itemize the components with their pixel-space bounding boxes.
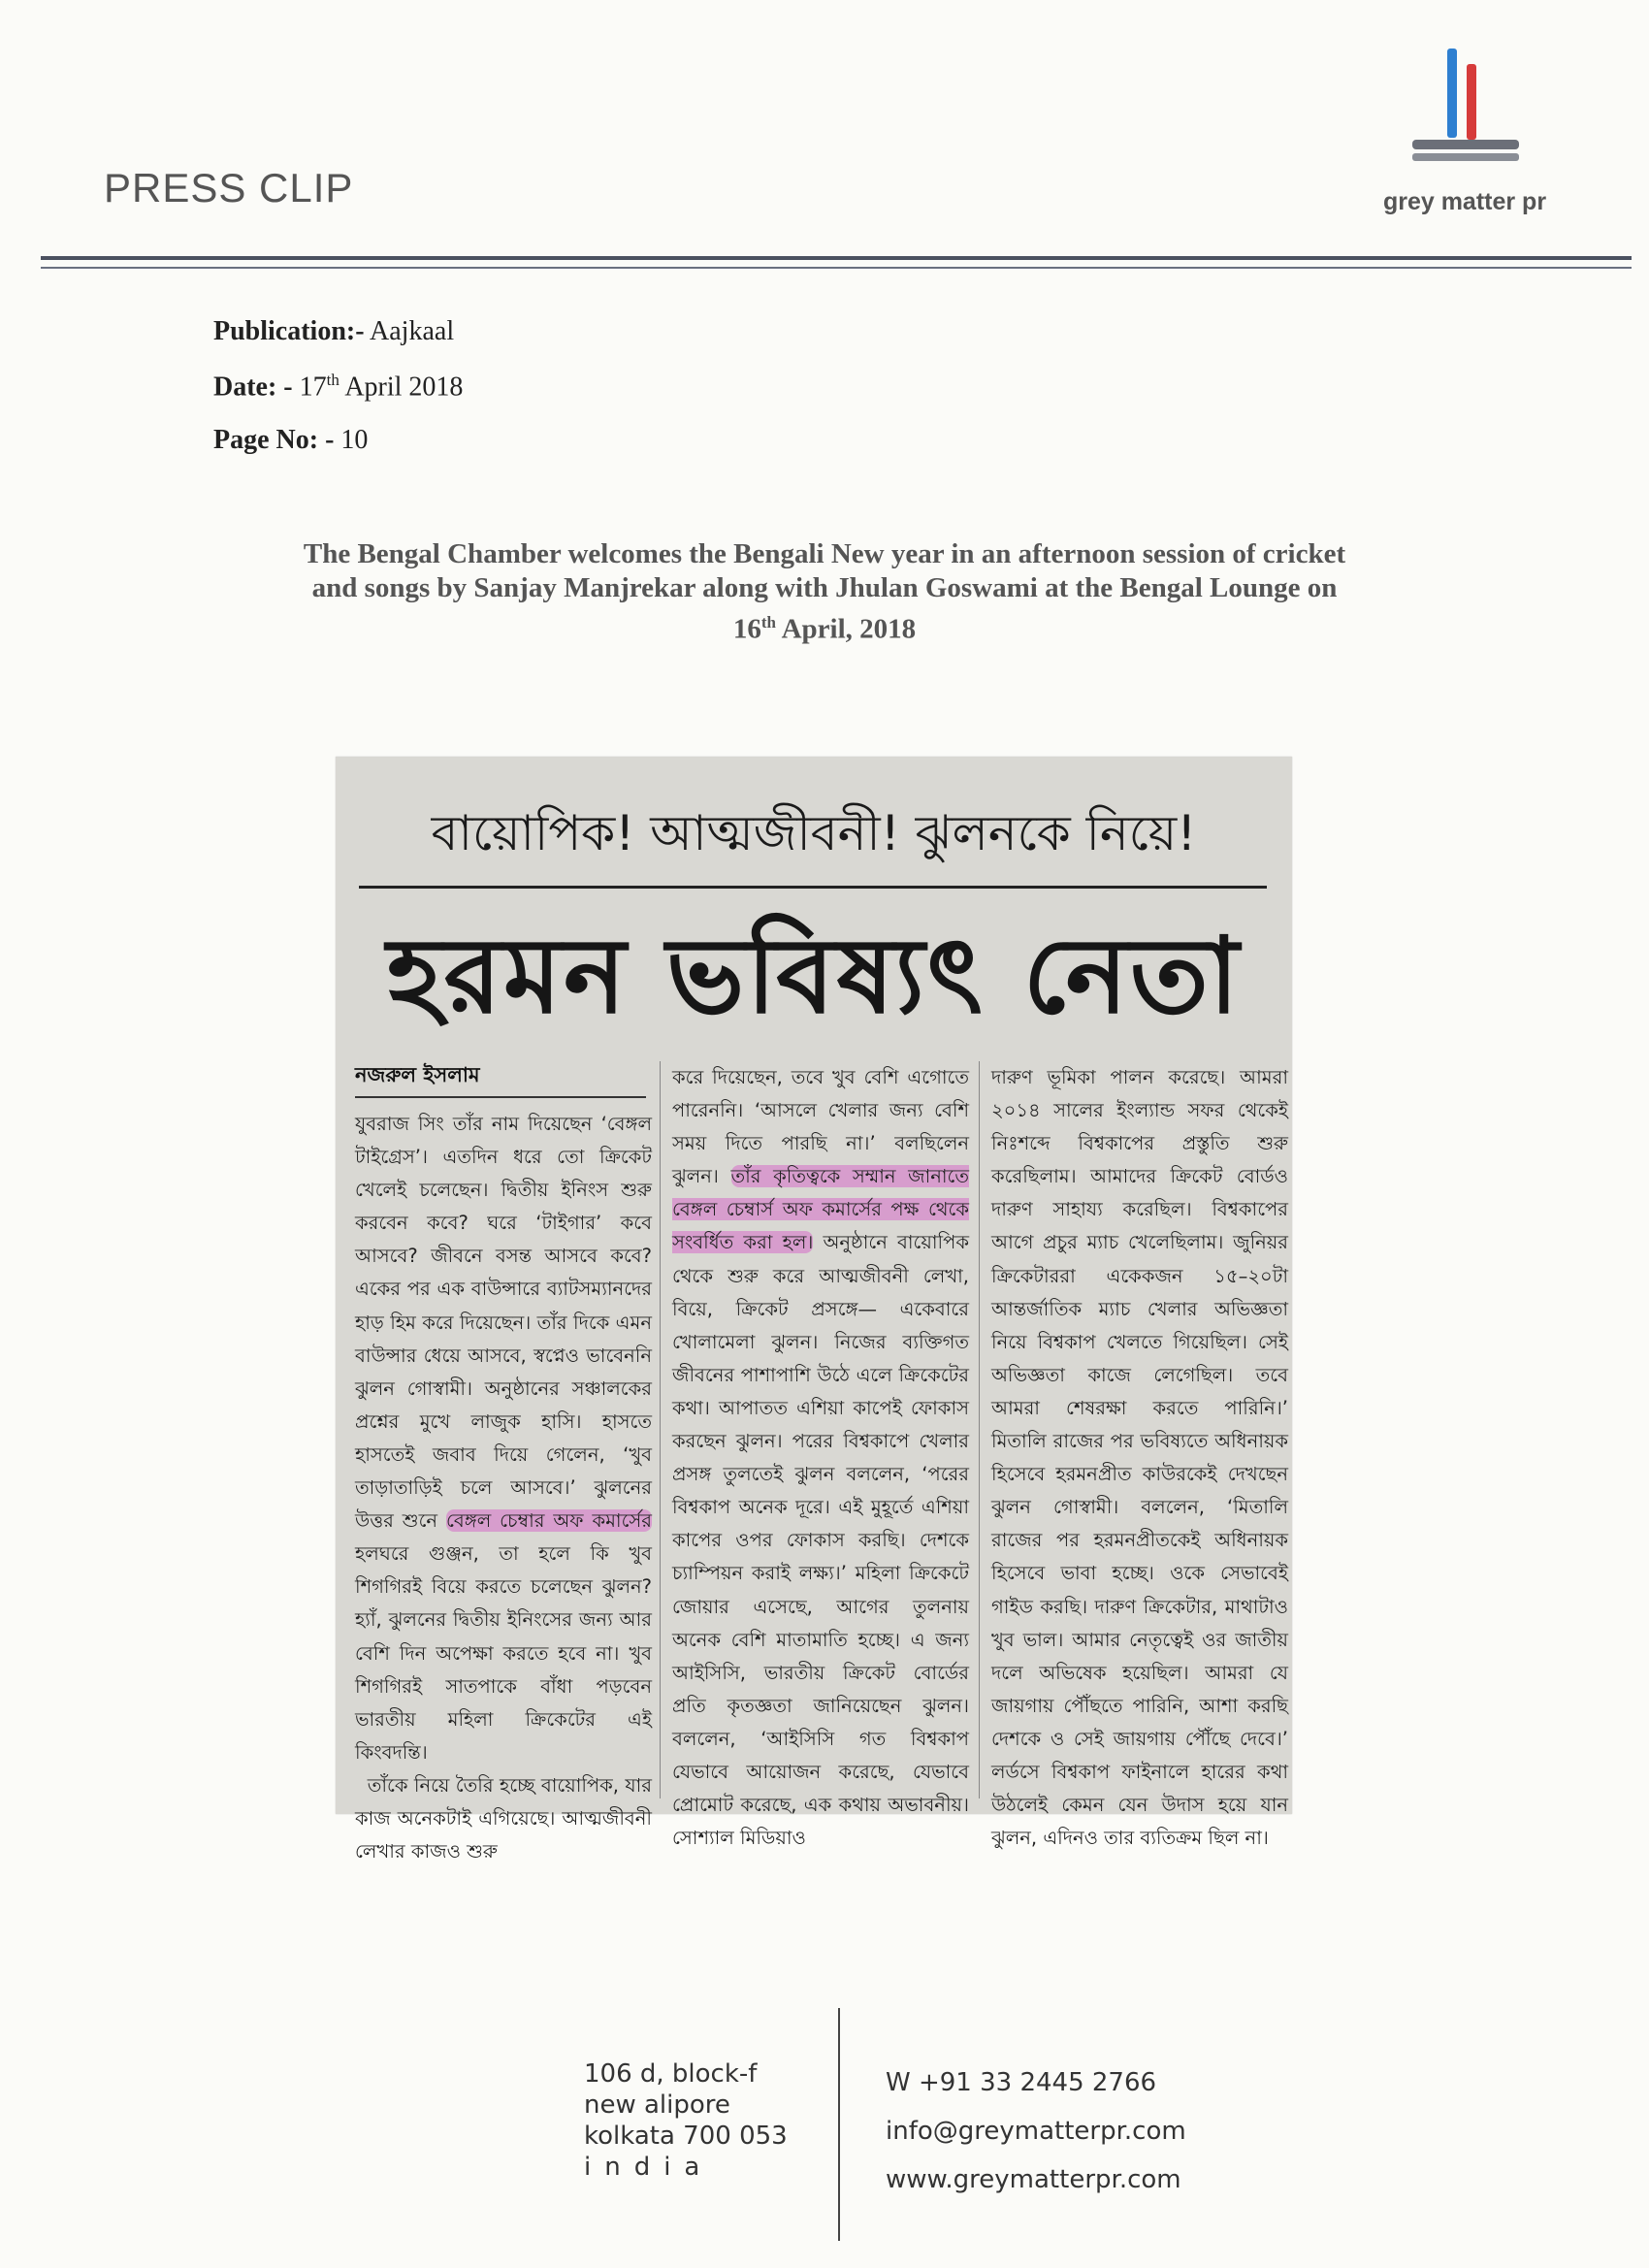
- footer-divider: [838, 2008, 840, 2241]
- caption-date-rest: April, 2018: [781, 613, 917, 645]
- date-suffix: th: [326, 371, 340, 389]
- publication-label: Publication:-: [213, 316, 365, 346]
- article-column-1: [355, 1108, 652, 1868]
- highlighted-text: বেঙ্গল চেম্বার অফ কমার্সের: [446, 1509, 653, 1533]
- date-label: Date: -: [213, 372, 293, 403]
- article-headline: হরমন ভবিষ্যৎ নেতা: [386, 916, 1242, 1037]
- column-text: দারুণ ভূমিকা পালন করেছে। আমরা ২০১৪ সালের ইংল্যান্ড সফর থেকেই নিঃশব্দে বিশ্বকাপের প্রস্তুতি শুরু করেছিলাম। আমাদের ক্রিকেট বোর্ডও দারুণ সাহায্য করেছিল। বিশ্বকাপের আগে প্রচুর ম্যাচ খেলেছিলাম। জুনিয়র ক্রিকেটাররা একেকজন ১৫–২০টা আন্তর্জাতিক ম্যাচ খেলার অভিজ্ঞতা নিয়ে বিশ্বকাপ খেলতে গিয়েছিল। সেই অভিজ্ঞতা কাজে লেগেছিল। তবে আমরা শেষরক্ষা করতে পারিনি।’ মিতালি রাজের পর ভবিষ্যতে অধিনায়ক হিসেবে হরমনপ্রীত কাউরকেই দেখছেন ঝুলন গোস্বামী। বললেন, ‘মিতালি রাজের পর হরমনপ্রীতকেই অধিনায়ক হিসেবে ভাবা হচ্ছে। ওকে সেভাবেই গাইড করছি। দারুণ ক্রিকেটার, মাথাটাও খুব ভাল। আমার নেতৃত্বেই ওর জাতীয় দলে অভিষেক হয়েছিল। আমরা যে জায়গায় পৌঁছতে পারিনি, আশা করছি দেশকে ও সেই জায়গায় পৌঁছে দেবে।’ লর্ডসে বিশ্বকাপ ফাইনালে হারের কথা উঠলেই কেমন যেন উদাস হয়ে যান ঝুলন, এদিনও তার ব্যতিক্রম ছিল না।: [991, 1066, 1288, 1850]
- article-column-3: [991, 1061, 1288, 1855]
- website-link[interactable]: www.greymatterpr.com: [886, 2165, 1181, 2194]
- column-text: যুবরাজ সিং তাঁর নাম দিয়েছেন ‘বেঙ্গল টাইগ্রেস’। এতদিন ধরে তো ক্রিকেট খেলেই চলেছেন। দ্বিতীয় ইনিংস শুরু করবেন কবে? ঘরে ‘টাইগার’ কবে আসবে? জীবনে বসন্ত আসবে কবে? একের পর এক বাউন্সারে ব্যাটসম্যানদের হাড় হিম করে দিয়েছেন। তাঁর দিকে এমন বাউন্সার ধেয়ে আসবে, স্বপ্নেও ভাবেননি ঝুলন গোস্বামী। অনুষ্ঠানের সঞ্চালকের প্রশ্নের মুখে লাজুক হাসি। হাসতে হাসতেই জবাব দিয়ে গেলেন, ‘খুব তাড়াতাড়িই চলে আসবে।’ ঝুলনের উত্তর শুনে: [355, 1113, 652, 1533]
- page-label: Page No: -: [213, 425, 335, 455]
- footer-address: [584, 2058, 807, 2183]
- caption-day: 16: [732, 613, 761, 645]
- date-day: 17: [299, 372, 327, 403]
- address-line: new alipore: [584, 2090, 730, 2120]
- header-divider: [41, 256, 1632, 260]
- phone-number: W +91 33 2445 2766: [886, 2068, 1157, 2097]
- press-clip-title: PRESS CLIP: [104, 165, 354, 211]
- column-text: করে দিয়েছেন, তবে খুব বেশি এগোতে পারেননি। ‘আসলে খেলার জন্য বেশি সময় দিতে পারছি না।’ বলছিলেন ঝুলন।: [672, 1066, 969, 1188]
- address-line: 106 d, block-f: [584, 2059, 758, 2089]
- page-value: 10: [340, 425, 369, 455]
- email-address[interactable]: info@greymatterpr.com: [886, 2117, 1186, 2146]
- caption-line-3: [175, 605, 1474, 647]
- header-divider-thin: [41, 267, 1632, 269]
- byline-rule: [355, 1096, 646, 1098]
- column-text: অনুষ্ঠানে বায়োপিক থেকে শুরু করে আত্মজীবনী লেখা, বিয়ে, ক্রিকেট প্রসঙ্গে— একেবারে খোলামেলা ঝুলন। নিজের ব্যক্তিগত জীবনের পাশাপাশি উঠে এলে ক্রিকেটের কথা। আপাতত এশিয়া কাপেই ফোকাস করছেন ঝুলন। পরের বিশ্বকাপে খেলার প্রসঙ্গ তুলতেই ঝুলন বললেন, ‘পরের বিশ্বকাপ অনেক দূরে। এই মুহূর্তে এশিয়া কাপের ওপর ফোকাস করছি। দেশকে চ্যাম্পিয়ন করাই লক্ষ্য।’ মহিলা ক্রিকেটে জোয়ার এসেছে, আগের তুলনায় অনেক বেশি মাতামাতি হচ্ছে। এ জন্য আইসিসি, ভারতীয় ক্রিকেট বোর্ডের প্রতি কৃতজ্ঞতা জানিয়েছেন ঝুলন। বললেন, ‘আইসিসি গত বিশ্বকাপ যেভাবে আয়োজন করেছে, যেভাবে প্রোমোট করেছে, এক কথায় অভাবনীয়। সোশ্যাল মিডিয়াও: [672, 1231, 969, 1850]
- date-rest: April 2018: [344, 372, 464, 403]
- publication-value: Aajkaal: [370, 316, 455, 346]
- footer-contact: [886, 2058, 1293, 2204]
- logo-mark-icon: [1405, 47, 1526, 168]
- caption-line-2: and songs by Sanjay Manjrekar along with Jhulan Goswami at the Bengal Lounge on: [311, 572, 1338, 603]
- article-byline: নজরুল ইসলাম: [355, 1063, 480, 1086]
- logo-wordmark: grey matter pr: [1382, 188, 1547, 215]
- date-line: [213, 371, 463, 403]
- column-divider: [979, 1061, 980, 1798]
- column-text: হলঘরে গুঞ্জন, তা হলে কি খুব শিগগিরই বিয়ে করতে চলেছেন ঝুলন? হ্যাঁ, ঝুলনের দ্বিতীয় ইনিংসের জন্য আর বেশি দিন অপেক্ষা করতে হবে না। খুব শিগগিরই সাতপাকে বাঁধা পড়বেন ভারতীয় মহিলা ক্রিকেটের এই কিংবদন্তি।: [355, 1542, 652, 1764]
- newspaper-clipping: [336, 757, 1292, 1863]
- article-kicker: বায়োপিক! আত্মজীবনী! ঝুলনকে নিয়ে!: [431, 805, 1197, 861]
- address-line: india: [584, 2153, 714, 2182]
- column-divider: [660, 1061, 661, 1798]
- address-line: kolkata 700 053: [584, 2122, 788, 2151]
- caption-day-suffix: th: [760, 613, 776, 632]
- clip-caption: [175, 537, 1474, 647]
- page-line: [213, 425, 368, 456]
- publication-line: [213, 316, 454, 347]
- caption-line-1: The Bengal Chamber welcomes the Bengali New year in an afternoon session of cricket: [303, 538, 1346, 569]
- kicker-rule: [359, 886, 1267, 889]
- article-column-2: [672, 1061, 969, 1855]
- highlighted-text: তাঁর কৃতিত্বকে সম্মান জানাতে বেঙ্গল চেম্বার্স অফ কমার্সের পক্ষ থেকে সংবর্ধিত করা হল।: [672, 1165, 969, 1254]
- company-logo: [1368, 47, 1562, 231]
- column-text: তাঁকে নিয়ে তৈরি হচ্ছে বায়োপিক, যার কাজ অনেকটাই এগিয়েছে। আত্মজীবনী লেখার কাজও শুরু: [355, 1773, 652, 1863]
